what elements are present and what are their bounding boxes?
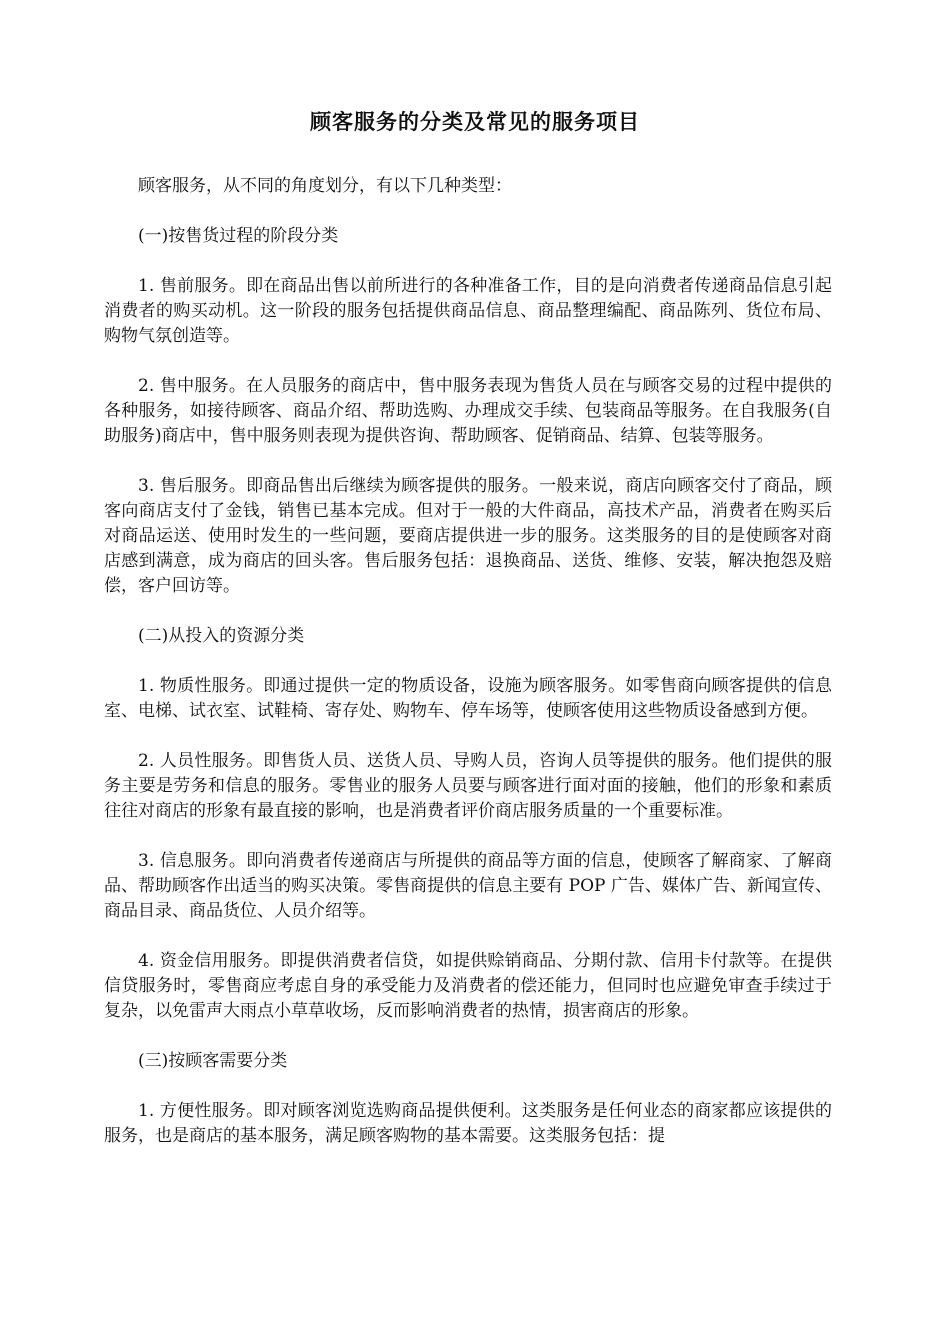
document-title: 顾客服务的分类及常见的服务项目 xyxy=(310,109,640,134)
section-1-item-3: 3. 售后服务。即商品售出后继续为顾客提供的服务。一般来说，商店向顾客交付了商品，顾客向商店支付了金钱，销售已基本完成。但对于一般的大件商品，高技术产品，消费者在购买后对商品运送、使用时发生的一些问题，要商店提供进一步的服务。这类服务的目的是使顾客对商店感到满意，成为商店的回头客。售后服务包括：退换商品、送货、维修、安装，解决抱怨及赔偿，客户回访等。 xyxy=(104,476,832,596)
section-2-item-3: 3. 信息服务。即向消费者传递商店与所提供的商品等方面的信息，使顾客了解商家、了解商品、帮助顾客作出适当的购买决策。零售商提供的信息主要有 POP 广告、媒体广告、新闻宣传、商品目录、商品货位、人员介绍等。 xyxy=(104,851,832,921)
section-2-item-1: 1. 物质性服务。即通过提供一定的物质设备，设施为顾客服务。如零售商向顾客提供的信息室、电梯、试衣室、试鞋椅、寄存处、购物车、停车场等，使顾客使用这些物质设备感到方便。 xyxy=(104,676,832,721)
intro-paragraph: 顾客服务，从不同的角度划分，有以下几种类型： xyxy=(138,176,512,196)
section-heading-2: (二)从投入的资源分类 xyxy=(138,626,305,646)
section-1-item-2: 2. 售中服务。在人员服务的商店中，售中服务表现为售货人员在与顾客交易的过程中提供的各种服务，如接待顾客、商品介绍、帮助选购、办理成交手续、包装商品等服务。在自我服务(自助服务)商店中，售中服务则表现为提供咨询、帮助顾客、促销商品、结算、包装等服务。 xyxy=(104,376,832,446)
section-heading-1: (一)按售货过程的阶段分类 xyxy=(138,226,339,246)
section-heading-3: (三)按顾客需要分类 xyxy=(138,1051,288,1071)
document-body xyxy=(104,174,832,1174)
section-1-item-1: 1. 售前服务。即在商品出售以前所进行的各种准备工作，目的是向消费者传递商品信息引起消费者的购买动机。这一阶段的服务包括提供商品信息、商品整理编配、商品陈列、货位布局、购物气氛创造等。 xyxy=(104,276,832,346)
section-3-item-1: 1. 方便性服务。即对顾客浏览选购商品提供便利。这类服务是任何业态的商家都应该提供的服务，也是商店的基本服务，满足顾客购物的基本需要。这类服务包括：提 xyxy=(104,1101,832,1146)
section-2-item-2: 2. 人员性服务。即售货人员、送货人员、导购人员，咨询人员等提供的服务。他们提供的服务主要是劳务和信息的服务。零售业的服务人员要与顾客进行面对面的接触，他们的形象和素质往往对商店的形象有最直接的影响，也是消费者评价商店服务质量的一个重要标准。 xyxy=(104,751,832,821)
section-2-item-4: 4. 资金信用服务。即提供消费者信贷，如提供赊销商品、分期付款、信用卡付款等。在提供信贷服务时，零售商应考虑自身的承受能力及消费者的偿还能力，但同时也应避免审查手续过于复杂，以免雷声大雨点小草草收场，反而影响消费者的热情，损害商店的形象。 xyxy=(104,951,832,1021)
